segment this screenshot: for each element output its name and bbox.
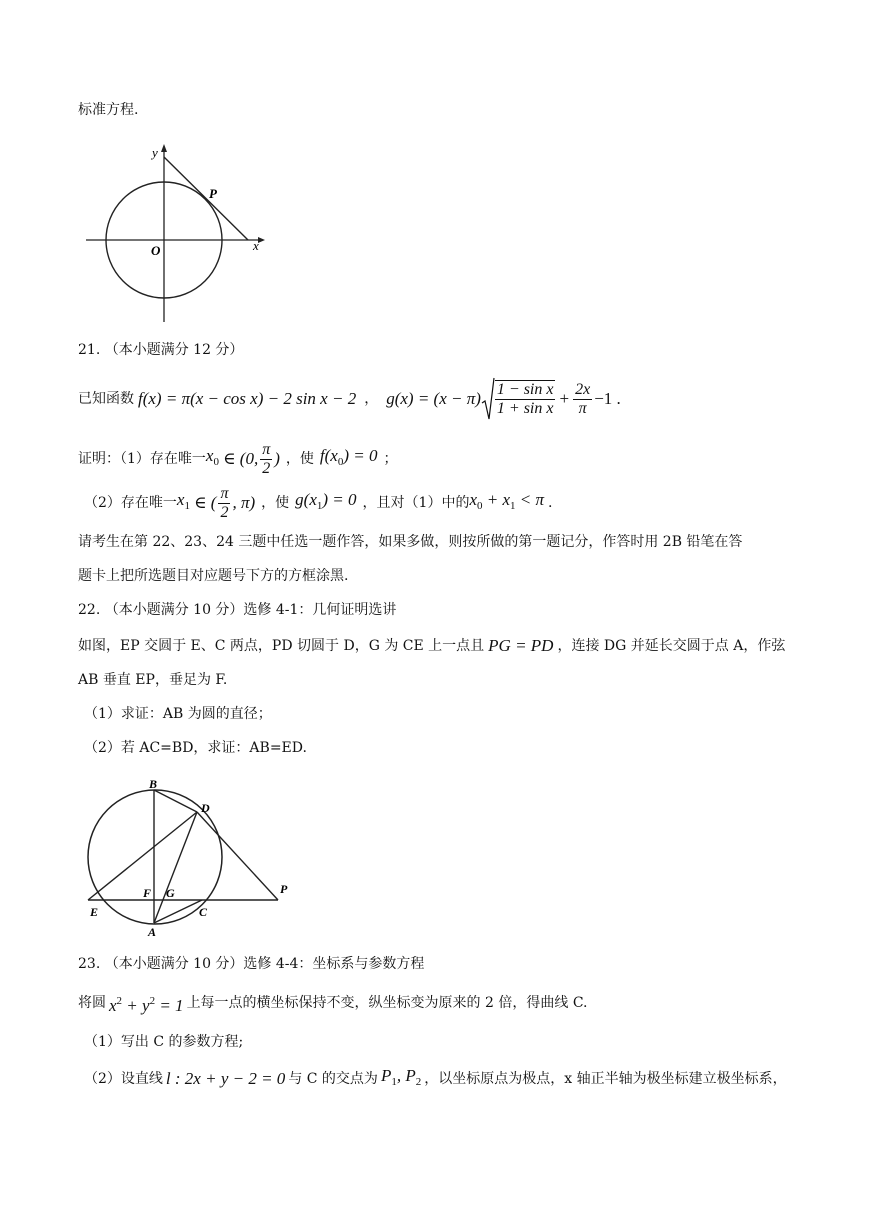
q21-p1-close: ) — [274, 449, 280, 468]
q21-p2-ineq: $x_0 + x_1 < \pi$ — [469, 490, 545, 512]
fig2-label-c: C — [199, 905, 208, 919]
q21-g-lhs: g(x) = (x − π) — [386, 389, 481, 408]
q22-body-line1 — [78, 634, 785, 658]
fig2-label-d: D — [201, 801, 210, 815]
q21-p2-frac — [218, 485, 230, 522]
q21-p1-cond: $f(x_0) = 0$ — [319, 446, 378, 468]
fig1-label-o: O — [151, 243, 161, 258]
fig1-label-x: x — [253, 238, 259, 253]
q21-g-frac — [573, 381, 592, 418]
q21-part2 — [84, 481, 552, 525]
q21-p2-lead: （2）存在唯一 — [84, 495, 177, 511]
q21-p2-end: . — [548, 495, 553, 511]
figure-circle-tangent — [80, 140, 280, 325]
fig2-tangent-dp — [197, 812, 278, 900]
q22-part2: （2）若 AC=BD，求证：AB=ED. — [84, 740, 307, 756]
q21-part1 — [78, 437, 397, 481]
q22-part1: （1）求证：AB 为圆的直径； — [84, 706, 272, 722]
fig1-label-p: P — [209, 186, 217, 201]
q22-body1-b: ，连接 DG 并延长交圆于点 A，作弦 — [557, 638, 786, 654]
q21-g-plus: + — [559, 389, 570, 408]
q21-p2-mid: ，使 — [261, 495, 290, 511]
fig2-label-a: A — [148, 925, 157, 937]
q21-p1-lead: 证明：（1）存在唯一 — [78, 451, 206, 467]
q21-p1-frac-den: 2 — [262, 459, 271, 477]
instruction-line-1: 请考生在第 22、23、24 三题中任选一题作答，如果多做，则按所做的第一题记分，作答时用 2B 铅笔在答 — [78, 534, 743, 550]
instruction-line-2: 题卡上把所选题目对应题号下方的方框涂黑. — [78, 568, 349, 584]
q23-part2-math: l : 2x + y − 2 = 0 — [165, 1069, 286, 1088]
q23-body-b: 上每一点的横坐标保持不变，纵坐标变为原来的 2 倍，得曲线 C. — [186, 995, 588, 1011]
q23-part2-c: ，以坐标原点为极点，x 轴正半轴为极坐标建立极坐标系， — [424, 1071, 787, 1087]
q21-g-frac-num: 2x — [575, 380, 591, 398]
q23-body-math: $x^2 + y^2 = 1$ — [109, 994, 184, 1015]
q21-p1-frac-num: π — [262, 440, 271, 458]
q21-p2-close: , π) — [232, 493, 256, 512]
fig1-tangent-line — [164, 157, 248, 240]
q21-g-tail: −1 . — [594, 389, 621, 408]
q23-part1: （1）写出 C 的参数方程; — [84, 1034, 244, 1050]
q23-body — [78, 990, 587, 1016]
q21-p1-end: ； — [383, 451, 398, 467]
q22-body1-a: 如图，EP 交圆于 E、C 两点，PD 切圆于 D，G 为 CE 上一点且 — [78, 638, 485, 654]
q21-p2-frac-den: 2 — [220, 503, 229, 521]
q21-sep: ， — [364, 391, 379, 407]
q21-p2-frac-num: π — [220, 484, 229, 502]
sqrt-sign-icon — [481, 377, 495, 421]
q21-title: 21. （本小题满分 12 分） — [78, 342, 244, 358]
fig2-label-b: B — [149, 777, 158, 791]
q22-body1-math: PG = PD — [488, 636, 554, 655]
q23-part2-b: 与 C 的交点为 — [288, 1071, 378, 1087]
figure-circle-secant — [80, 775, 300, 937]
q21-sqrt-den: 1 + sin x — [496, 400, 554, 417]
q21-g-frac-den: π — [578, 399, 587, 417]
fig2-label-f: F — [143, 886, 152, 900]
q21-p2-mid2: ，且对（1）中的 — [362, 495, 470, 511]
q23-body-a: 将圆 — [78, 995, 106, 1011]
q21-p1-mid: ，使 — [285, 451, 314, 467]
q23-title: 23. （本小题满分 10 分）选修 4-4：坐标系与参数方程 — [78, 956, 425, 972]
heading-tail: 标准方程. — [78, 102, 139, 118]
q21-p1-frac — [260, 441, 272, 478]
q21-p2-in: ∈ ( — [193, 493, 217, 512]
q23-part2 — [84, 1066, 787, 1092]
q22-title: 22. （本小题满分 10 分）选修 4-1：几何证明选讲 — [78, 602, 397, 618]
q23-part2-a: （2）设直线 — [84, 1071, 163, 1087]
fig2-label-p: P — [280, 882, 288, 896]
fig1-y-arrow — [161, 144, 167, 152]
q21-p2-x1: $x_1$ — [176, 490, 190, 512]
fig2-label-g: G — [166, 886, 175, 900]
q22-body-line2: AB 垂直 EP，垂足为 F. — [78, 672, 228, 688]
fig1-label-y: y — [152, 145, 158, 160]
q21-sqrt-num: 1 − sin x — [496, 381, 554, 398]
q21-f-def: f(x) = π(x − cos x) − 2 sin x − 2 — [138, 389, 357, 408]
q21-sqrt-frac — [495, 380, 556, 418]
q21-p1-x0: $x_0$ — [205, 446, 219, 468]
q21-lead: 已知函数 — [78, 391, 134, 407]
q21-sqrt — [481, 377, 558, 421]
fig2-label-e: E — [90, 905, 99, 919]
q21-p1-in: ∈ (0, — [222, 449, 259, 468]
q23-part2-pts: $P_1$, $P_2$ — [380, 1066, 422, 1088]
q21-p2-cond: $g(x_1) = 0$ — [295, 490, 357, 512]
fig1-x-arrow — [258, 237, 265, 243]
q21-definition — [78, 376, 621, 422]
